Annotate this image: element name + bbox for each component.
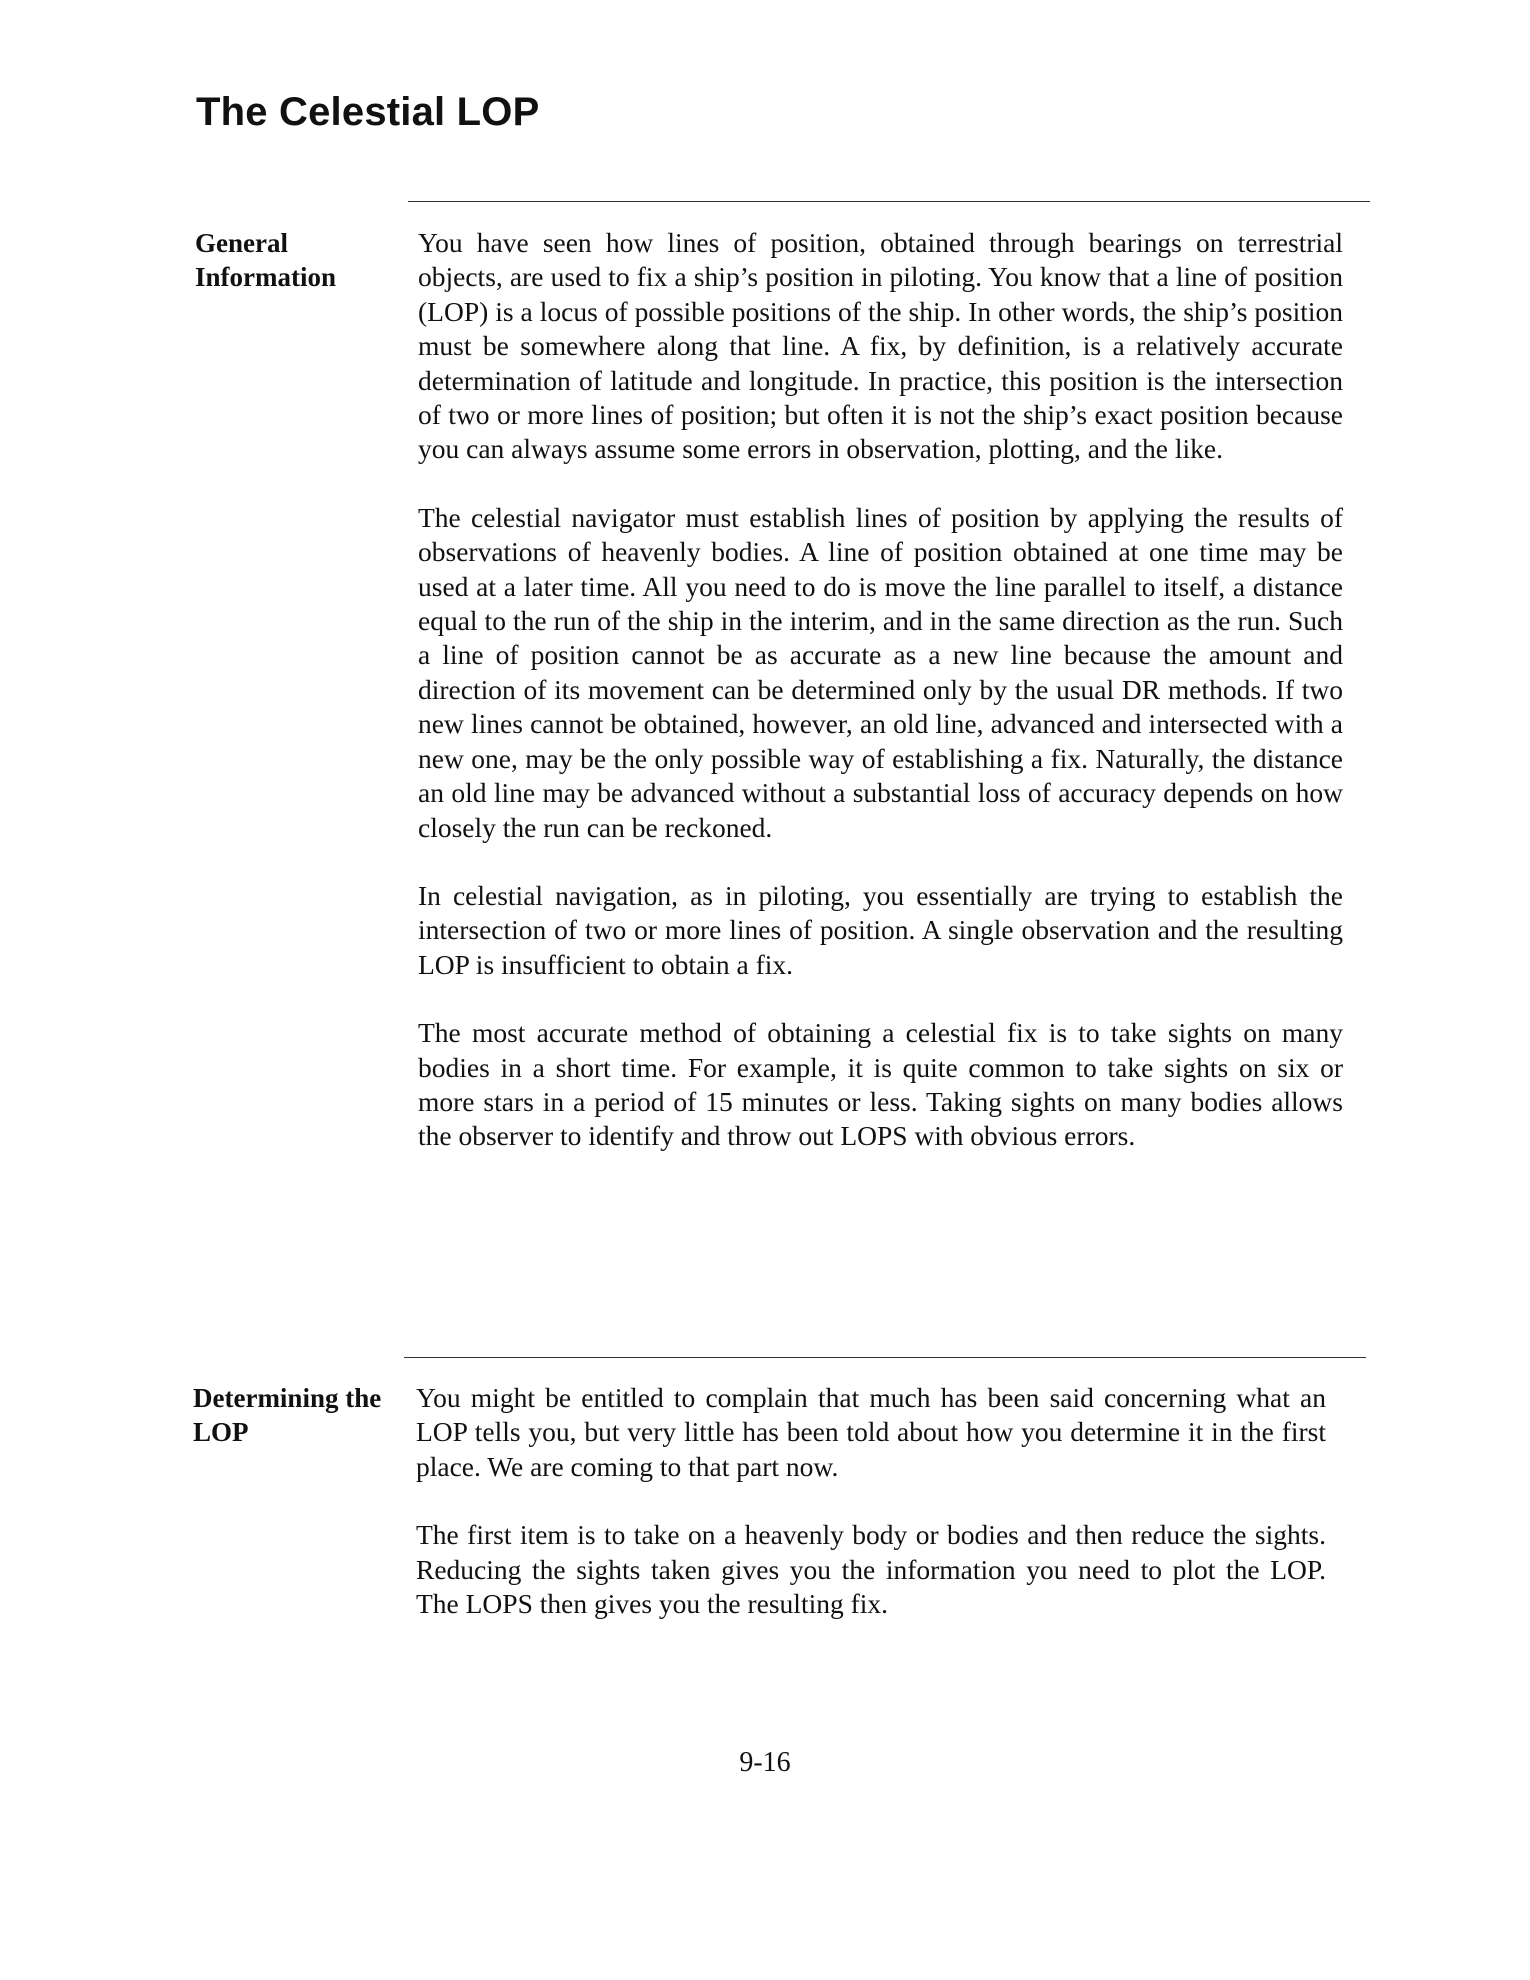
page-title: The Celestial LOP [196,90,540,134]
section-divider [404,1357,1366,1358]
section-heading-line: Determining the [193,1383,382,1413]
section-body [418,226,1343,1188]
section-divider [408,201,1370,202]
body-paragraph: The most accurate method of obtaining a celestial fix is to take sights on many bodies in a short time. For example, it is quite common to take sights on six or more stars in a period of 15 minutes or less. Taking sights on many bodies allows the observer to identify and throw out LOPS with obvious errors. [418,1017,1343,1152]
section-heading-line: General [195,228,288,258]
page-number: 9-16 [739,1747,791,1778]
body-paragraph: The first item is to take on a heavenly body or bodies and then reduce the sights. Reducing the sights taken gives you the information you need to plot the LOP. The LOPS then gives you the resulting fix. [416,1519,1326,1620]
body-paragraph: In celestial navigation, as in piloting, you essentially are trying to establish the intersection of two or more lines of position. A single observation and the resulting LOP is insufficient to obtain a fix. [418,879,1343,980]
body-paragraph: The celestial navigator must establish lines of position by applying the results of observations of heavenly bodies. A line of position obtained at one time may be used at a later time. All you need to do is move the line parallel to itself, a distance equal to the run of the ship in the interim, and in the same direction as the run. Such a line of position cannot be as accurate as a new line because the amount and direction of its movement can be determined only by the usual DR methods. If two new lines cannot be obtained, however, an old line, advanced and intersected with a new one, may be the only possible way of establishing a fix. Naturally, the distance an old line may be advanced without a substantial loss of accuracy depends on how closely the run can be reckoned. [418,501,1343,843]
section-heading-line: LOP [193,1417,249,1447]
section-heading-line: Information [195,262,336,292]
body-paragraph: You have seen how lines of position, obtained through bearings on terrestrial objects, are used to fix a ship’s position in piloting. You know that a line of position (LOP) is a locus of possible positions of the ship. In other words, the ship’s position must be somewhere along that line. A fix, by definition, is a relatively accurate determination of latitude and longitude. In practice, this position is the intersection of two or more lines of position; but often it is not the ship’s exact position because you can always assume some errors in observation, plotting, and the like. [418,227,1343,465]
body-paragraph: You might be entitled to complain that much has been said concerning what an LOP tells you, but very little has been told about how you determine it in the first place. We are coming to that part now. [416,1382,1326,1482]
section-body [416,1381,1326,1655]
section-heading [195,226,395,294]
section-heading [193,1381,393,1449]
